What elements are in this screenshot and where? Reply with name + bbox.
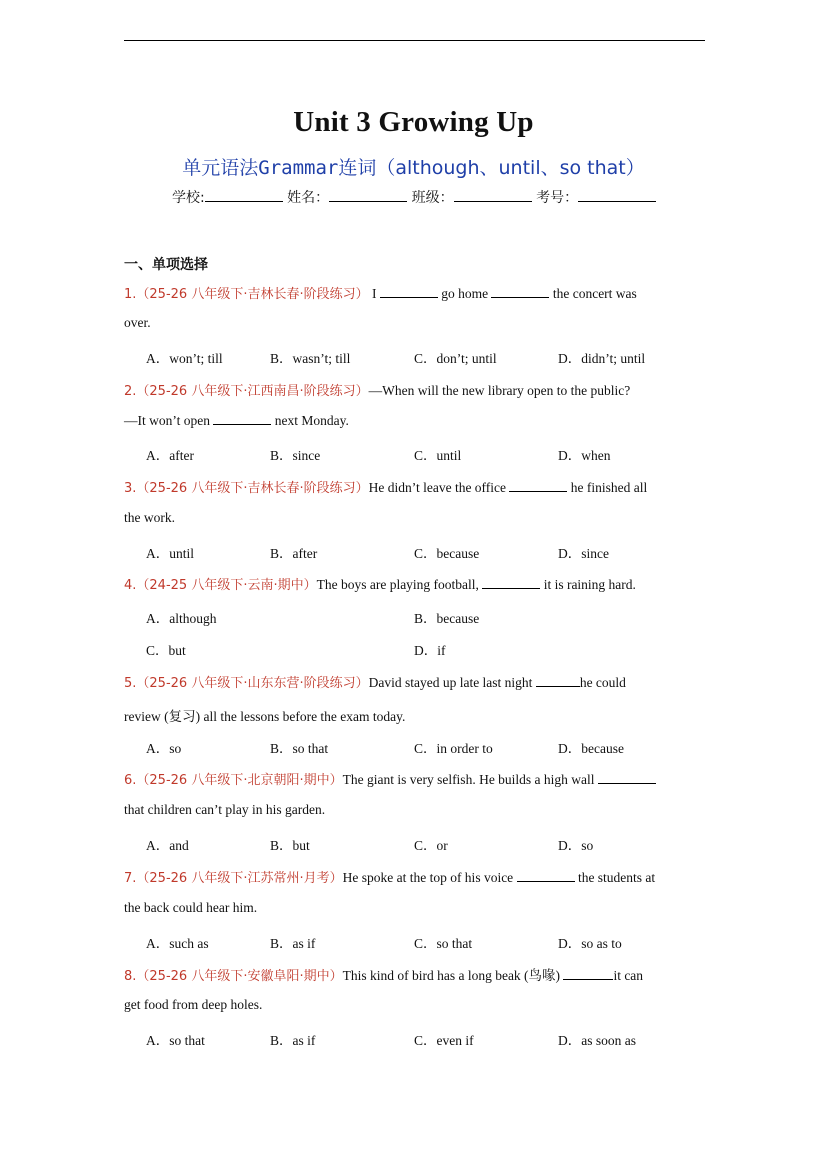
option-d[interactable]: D．as soon as	[558, 1033, 636, 1048]
question-source: （25-26 八年级下·吉林长春·阶段练习）	[136, 287, 369, 302]
question-1-line2: over.	[124, 315, 151, 330]
class-label: 班级：	[411, 190, 454, 206]
answer-blank[interactable]	[598, 771, 656, 784]
question-number: 5.	[124, 676, 137, 691]
option-b[interactable]: B．after	[270, 546, 318, 561]
question-5	[124, 672, 626, 691]
question-source: （25-26 八年级下·安徽阜阳·期中）	[136, 969, 343, 984]
question-6-line2: that children can’t play in his garden.	[124, 802, 326, 817]
answer-blank[interactable]	[213, 412, 271, 425]
question-number: 1.	[124, 287, 137, 302]
answer-blank[interactable]	[380, 285, 438, 298]
option-d[interactable]: D．if	[414, 643, 446, 658]
answer-blank[interactable]	[517, 869, 575, 882]
option-d[interactable]: D．when	[558, 448, 611, 463]
question-source: （25-26 八年级下·吉林长春·阶段练习）	[136, 481, 369, 496]
option-b[interactable]: B．as if	[270, 1033, 316, 1048]
question-7	[124, 867, 655, 886]
answer-blank[interactable]	[509, 479, 567, 492]
option-d[interactable]: D．so as to	[558, 936, 622, 951]
question-text: the concert was	[552, 286, 637, 301]
question-text: He spoke at the top of his voice	[342, 870, 514, 885]
option-b[interactable]: B．but	[270, 838, 310, 853]
question-text: the students at	[577, 870, 656, 885]
question-text: The boys are playing football,	[316, 577, 479, 592]
option-c[interactable]: C．so that	[414, 936, 473, 951]
question-3	[124, 477, 647, 496]
question-number: 6.	[124, 773, 137, 788]
question-text: next Monday.	[274, 413, 349, 428]
answer-blank[interactable]	[563, 967, 613, 980]
question-8-line2: get food from deep holes.	[124, 997, 263, 1012]
question-3-line2: the work.	[124, 510, 175, 525]
answer-blank[interactable]	[536, 674, 580, 687]
option-c[interactable]: C．in order to	[414, 741, 493, 756]
name-label: 姓名：	[287, 190, 330, 206]
subtitle-topic: 连词（although、until、so that）	[338, 157, 645, 179]
subtitle-cn: 单元语法	[182, 157, 259, 179]
question-text: The giant is very selfish. He builds a high wall	[342, 772, 595, 787]
exam-no-label: 考号：	[536, 190, 579, 206]
option-c[interactable]: C．even if	[414, 1033, 474, 1048]
option-d[interactable]: D．didn’t; until	[558, 351, 646, 366]
page-title: Unit 3 Growing Up	[293, 106, 534, 138]
question-number: 8.	[124, 969, 137, 984]
question-text: He didn’t leave the office	[368, 480, 507, 495]
question-7-line2: the back could hear him.	[124, 900, 258, 915]
option-a[interactable]: A．such as	[146, 936, 209, 951]
option-c[interactable]: C．don’t; until	[414, 351, 497, 366]
question-4	[124, 574, 636, 593]
question-source: （25-26 八年级下·北京朝阳·期中）	[136, 773, 343, 788]
answer-blank[interactable]	[482, 576, 540, 589]
option-c[interactable]: C．because	[414, 546, 480, 561]
section-title: 一、单项选择	[124, 257, 208, 273]
option-a[interactable]: A．and	[146, 838, 189, 853]
option-a[interactable]: A．after	[146, 448, 194, 463]
option-b[interactable]: B．since	[270, 448, 321, 463]
option-a[interactable]: A．although	[146, 611, 217, 626]
exam-no-field[interactable]	[578, 189, 656, 202]
header-rule	[124, 40, 705, 41]
question-number: 2.	[124, 384, 137, 399]
option-c[interactable]: C．or	[414, 838, 448, 853]
option-b[interactable]: B．so that	[270, 741, 329, 756]
question-text: he finished all	[570, 480, 648, 495]
question-2	[124, 380, 630, 399]
option-d[interactable]: D．because	[558, 741, 624, 756]
student-info-line	[172, 187, 656, 207]
page-subtitle	[0, 153, 827, 180]
option-b[interactable]: B．as if	[270, 936, 316, 951]
question-number: 4.	[124, 578, 137, 593]
question-text: This kind of bird has a long beak (鸟喙)	[342, 968, 561, 983]
question-text: —When will the new library open to the public?	[368, 383, 631, 398]
question-source: （25-26 八年级下·山东东营·阶段练习）	[136, 676, 369, 691]
question-5-line2: review (复习) all the lessons before the exam today.	[124, 709, 406, 724]
question-6	[124, 769, 656, 788]
option-a[interactable]: A．until	[146, 546, 195, 561]
option-a[interactable]: A．so	[146, 741, 182, 756]
question-text: he could	[579, 675, 626, 690]
name-field[interactable]	[329, 189, 407, 202]
question-source: （25-26 八年级下·江苏常州·月考）	[136, 871, 343, 886]
question-text: —It won’t open	[124, 413, 210, 428]
question-number: 7.	[124, 871, 137, 886]
option-d[interactable]: D．so	[558, 838, 594, 853]
option-d[interactable]: D．since	[558, 546, 609, 561]
class-field[interactable]	[454, 189, 532, 202]
question-source: （24-25 八年级下·云南·期中）	[136, 578, 317, 593]
option-b[interactable]: B．wasn’t; till	[270, 351, 351, 366]
question-1	[124, 283, 637, 302]
question-text: it is raining hard.	[543, 577, 636, 592]
question-2-line2	[124, 412, 349, 429]
question-text: David stayed up late last night	[368, 675, 533, 690]
school-field[interactable]	[205, 189, 283, 202]
subtitle-en: Grammar	[258, 157, 339, 179]
question-text: it can	[613, 968, 644, 983]
answer-blank[interactable]	[491, 285, 549, 298]
option-a[interactable]: A．so that	[146, 1033, 205, 1048]
question-text: go home	[441, 286, 489, 301]
option-a[interactable]: A．won’t; till	[146, 351, 223, 366]
question-8	[124, 964, 643, 984]
option-c[interactable]: C．until	[414, 448, 462, 463]
question-source: （25-26 八年级下·江西南昌·阶段练习）	[136, 384, 369, 399]
option-b[interactable]: B．because	[414, 611, 480, 626]
question-number: 3.	[124, 481, 137, 496]
school-label: 学校:	[172, 190, 205, 206]
question-text: I	[371, 286, 377, 301]
option-c[interactable]: C．but	[146, 643, 186, 658]
